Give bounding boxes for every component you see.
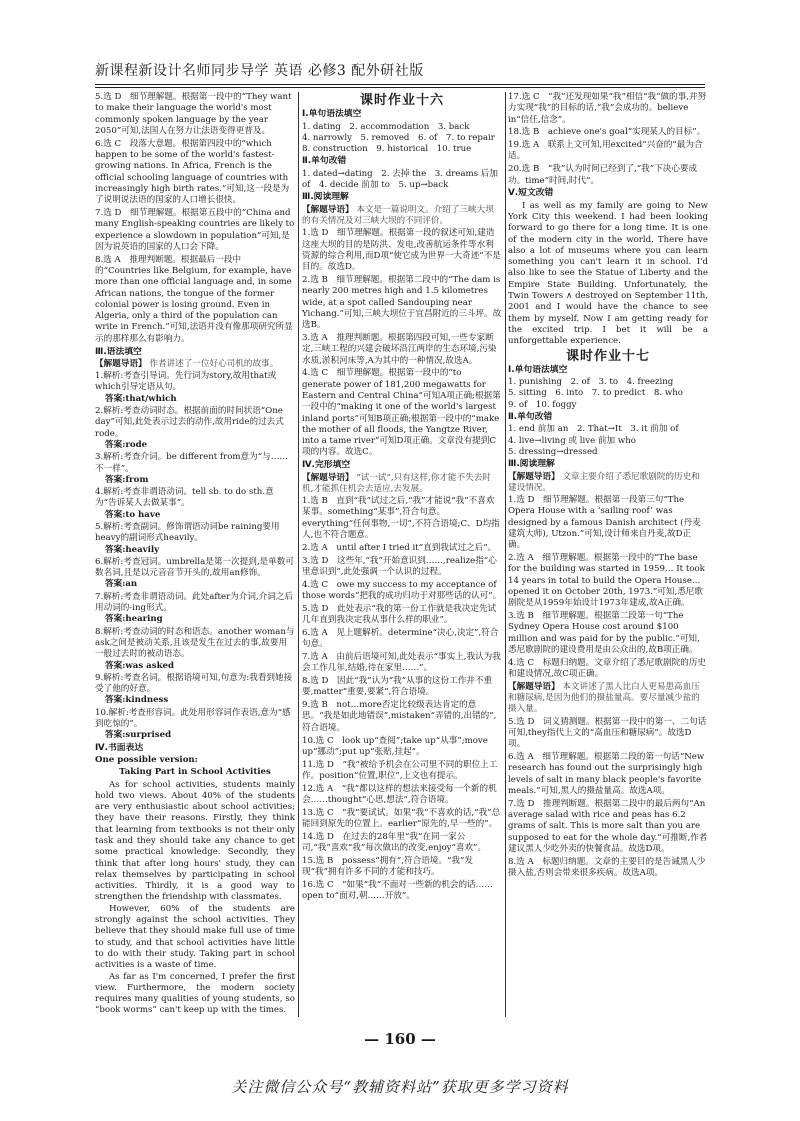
answer-line: 1. dating 2. accommodation 3. back — [302, 121, 470, 132]
answer-key: 答案:heavily — [105, 544, 160, 555]
grammar-answer — [95, 522, 295, 556]
answer-key: 答案:kindness — [105, 695, 169, 706]
grammar-answer — [95, 487, 295, 521]
grammar-answer — [95, 592, 295, 626]
fill-answers — [302, 122, 502, 156]
answer-item: 12.选 A “我”都以这样的想法来接受每一个新的机会……thought“心思,想法”,符合语境。 — [302, 783, 497, 806]
answer-item: 6.选 A 细节理解题。根据第二段的第一句话“New research has found out the surprisingly high levels of salt in many black people's favorite meals.”可知,黑人的摄盐量高。故选A项。 — [508, 752, 705, 797]
answer-line: 8. construction 9. historical 10. true — [302, 144, 472, 155]
reading-answers-list-2 — [508, 717, 708, 880]
answer-item: 17.选 C “我”还发现如果“我”相信“我”做的事,并努力实现“我”的目标的话,“我”会成功的。believe in“信任,信念”。 — [508, 92, 707, 125]
answer-number: 1. — [95, 371, 104, 382]
grammar-answer — [95, 557, 295, 591]
guide-text: 文章主要介绍了悉尼歌剧院的历史和建设情况。 — [508, 471, 700, 493]
answer-number: 8. — [95, 626, 104, 637]
footer-note: 关注微信公众号“教辅资料站”获取更多学习资料 — [231, 1078, 569, 1096]
answer-item: 4.选 C 标题归纳题。文章介绍了悉尼歌剧院的历史和建设情况,故C项正确。 — [508, 657, 706, 680]
correction-answers — [302, 169, 502, 192]
essay-title: Taking Part in School Activities — [119, 767, 271, 778]
header-rule — [95, 84, 705, 85]
guide-text: 本文是一篇说明文。介绍了三峡大坝的有关情况及对三峡大坝的不同评价。 — [302, 204, 494, 226]
answer-key: 答案:to have — [105, 509, 161, 520]
section-heading-correction: Ⅱ.单句改错 — [302, 156, 347, 167]
guide-note — [95, 359, 295, 370]
section-heading-cloze: Ⅳ.完形填空 — [302, 460, 351, 471]
answer-item: 1.选 D 细节理解题。根据第一段第三句“The Opera House with a ‘sailing roof’ was designed by a famous Danish architect (丹麦建筑大师), Utzon.”可知,设计师来自丹麦,故D正确。 — [508, 495, 701, 551]
answer-item: 5.选 D 细节理解题。根据第一段中的“They want to make their language the world's most commonly spoken language by the year 2050”可知,法国人在努力让法语变得更普及。 — [95, 92, 292, 136]
answer-number: 2. — [95, 406, 104, 417]
answer-explanation: 解析:考查冠词。umbrella是第一次提到,是单数可数名词,且是以元音音节开头的,故用an修饰。 — [95, 556, 294, 579]
answer-key: 答案:an — [105, 579, 138, 590]
answer-number: 7. — [95, 591, 104, 602]
answer-item: 9.选 B not…more否定比较级表达肯定的意思。“我是如此地错误”,mistaken“弄错的,出错的”,符合语境。 — [302, 700, 497, 733]
column-divider-2 — [505, 92, 506, 1017]
answer-item: 15.选 B possess“拥有”,符合语境。“我”发现“我”拥有许多不同的才能和技巧。 — [302, 856, 473, 878]
answer-item: 6.选 A 见上题解析。determine“决心,决定”,符合句意。 — [302, 627, 499, 650]
answer-explanation: 解析:考查动词的时态和语态。another woman与ask之间是被动关系,且该是发生在过去的事,故要用一般过去时的被动语态。 — [95, 626, 295, 660]
answer-number: 6. — [95, 556, 104, 567]
fill-answers — [508, 377, 708, 411]
guide-text: “试一试”,只有这样,你才能不失去时机,才能抓住机会去适应,去发展。 — [302, 472, 491, 494]
reading-answers-list — [95, 92, 295, 345]
answer-explanation: 解析:考查引导词。先行词为story,故用that或which引导定语从句。 — [95, 371, 277, 393]
essay-body — [95, 780, 295, 1017]
answer-explanation: 解析:考查名词。根据语境可知,句意为:我看到她接受了他的好意。 — [95, 672, 293, 695]
cloze-answers-cont — [508, 92, 708, 187]
section-heading-fill: Ⅰ.单句语法填空 — [508, 364, 568, 375]
grammar-answer — [95, 371, 295, 405]
answer-line: 1. dated→dating 2. 去掉 the 3. dreams 后加 of 4. decide 前加 to 5. up→back — [302, 168, 498, 191]
answer-key: 答案:rode — [105, 439, 148, 450]
answer-line: 9. of 10. foggy — [508, 399, 577, 410]
answer-item: 4.选 C 细节理解题。根据第一段中的“to generate power of 181,200 megawatts for Eastern and Central China”可知A项正确;根据第一段中的“making it one of the world's largest inland ports”可知B项正确;根据第一段中的“make the mother of all floods, the Yangtze River, into a tame river”可知D项正确。文章没有提到C项的内容。故选C。 — [302, 368, 501, 458]
answer-item: 5.选 D 词义猜测题。根据第一段中的第一、二句话可知,they指代上文的“高血压和糖尿病”。故选D项。 — [508, 716, 707, 750]
answer-number: 5. — [95, 521, 104, 532]
answer-item: 2.选 B 细节理解题。根据第二段中的“The dam is nearly 200 metres high and 1.5 kilometres wide, at a spot called Sandouping near Yichang.”可知,三峡大坝位于宜昌附近的三斗坪。故选B。 — [302, 274, 502, 331]
answer-explanation: 解析:考查形容词。此处用形容词作表语,意为“感到吃惊的”。 — [95, 707, 291, 730]
essay-paragraph: However, 60% of the students are strongly against the school activities. They believe that they should make full use of time to study, and that school activities have little to do with their study. Taking part in school activities is a waste of time. — [95, 903, 295, 971]
guide-note — [508, 472, 708, 495]
reading-answers-list — [508, 495, 708, 680]
answer-item: 2.选 A until after I tried it“直到我试过之后”。 — [302, 542, 497, 553]
answer-key: 答案:that/which — [105, 393, 177, 404]
running-header: 新课程新设计名师同步导学 英语 必修3 配外研社版 — [95, 63, 424, 79]
answer-line: 4. narrowly 5. removed 6. of 7. to repair — [302, 132, 495, 143]
reading-answers-list — [302, 228, 502, 458]
section-heading-writing: Ⅳ.书面表达 — [95, 742, 144, 753]
answer-item: 3.选 A 推理判断题。根据第四段可知,一些专家断定,三峡工程的兴建会破坏沿江两岸的生态环境,污染水质,淤积河床等,A为其中的一种情况,故选A。 — [302, 332, 497, 366]
answer-line: 1. punishing 2. of 3. to 4. freezing — [508, 377, 674, 388]
answer-item: 3.选 D 这些年,“我”开始意识到……,realize指“心里意识到”,此处强调一个认识的过程。 — [302, 555, 497, 577]
section-heading-fill: Ⅰ.单句语法填空 — [302, 109, 362, 120]
answer-item: 10.选 C look up“查阅”;take up“从事”;move up“挪动”;put up“张贴,挂起”。 — [302, 735, 488, 757]
guide-label: 【解题导语】 — [508, 681, 560, 692]
answer-item: 20.选 B “我”认为时间已经到了,“我”下决心要成功。time“时间,时代”。 — [508, 164, 698, 186]
section-heading-reading: Ⅲ.阅读理解 — [508, 459, 555, 470]
answer-item: 14.选 D 在过去的28年里“我”在同一家公司,“我”喜欢“我”每次做出的改变,enjoy“喜欢”。 — [302, 831, 487, 854]
answer-number: 3. — [95, 452, 104, 463]
answer-item: 7.选 D 细节理解题。根据第五段中的“China and many English-speaking countries are likely to experience a slowdown in population”可知,是因为说英语的国家的人口会下降。 — [95, 207, 295, 252]
correction-answers — [508, 424, 708, 458]
answer-line: 4. live→living 或 live 前加 who — [508, 435, 636, 446]
guide-note — [302, 205, 502, 228]
answer-item: 6.选 C 段落大意题。根据第四段中的“which happen to be some of the world's fastest-growing nations. In Africa, French is the official schooling language of countries with increasingly high birth rates.”可知,这一段是为了说明说法语的国家的人口增长很快。 — [95, 138, 290, 206]
guide-label: 【解题导语】 — [508, 471, 560, 482]
answer-key: 答案:surprised — [105, 730, 172, 741]
answer-line: 1. end 前加 an 2. That→It 3. it 前加 of — [508, 424, 679, 435]
answer-item: 11.选 D “我”被给予机会在公司里不同的职位上工作。position“位置,职位”,上文也有提示。 — [302, 759, 498, 781]
answer-item: 3.选 B 细节理解题。根据第二段第一句“The Sydney Opera House cost around $100 million and was paid for by the public.”可知,悉尼歌剧院的建设费用是由公众出的,故B项正确。 — [508, 611, 700, 655]
page-number: — 160 — — [364, 1030, 436, 1048]
header-rule-thin — [95, 87, 705, 88]
column-left — [95, 92, 295, 1022]
correction-paragraph: I as well as my family are going to New York City this weekend. I had been looking forward to go there for a long time. It is one of the modern city in the world. There have also a lot of museums where you can learn something you can't learn it in school. I'd also like to see the Statue of Liberty and the Empire State Building. Unfortunately, the Twin Towers ∧ destroyed on September 11th, 2001 and I would have the chance to see them by myself. Now I am getting ready for the excited trip. I bet it will be a unforgettable experience. — [508, 200, 708, 347]
grammar-answer — [95, 708, 295, 742]
guide-text: 作者讲述了一位好心司机的故事。 — [149, 358, 279, 369]
answer-item: 7.选 A 由前后语境可知,此处表示“事实上,我认为我会工作几年,结婚,待在家里……”。 — [302, 651, 501, 674]
answer-explanation: 解析:考查副词。修饰谓语动词be raining要用heavy的副词形式heavily。 — [95, 521, 280, 544]
guide-text: 本文讲述了黑人比白人更易患高血压和糖尿病,是因为他们的摄盐量高。要尽量减少盐的摄入量。 — [508, 681, 700, 715]
guide-label: 【解题导语】 — [302, 204, 354, 215]
answer-item: 16.选 C “如果”我“不面对一些新的机会的话……open to“面对,朝……开放”。 — [302, 880, 493, 902]
answer-item: 5.选 D 此处表示“我的第一份工作就是我决定先试几年直到我决定我从事什么样的职业”。 — [302, 603, 497, 626]
answer-explanation: 解析:考查动词时态。根据前面的时间状语“One day”可知,此处表示过去的动作,故用ride的过去式rode。 — [95, 406, 284, 439]
answer-line: 5. sitting 6. into 7. to predict 8. who — [508, 388, 683, 399]
answer-item: 7.选 D 推理判断题。根据第二段中的最后两句“An average salad with rice and peas has 6.2 grams of salt. This is more salt than you are supposed to eat for the whole day.”可推断,作者建议黑人少吃外卖的快餐食品。故选D项。 — [508, 798, 708, 854]
answer-explanation: 解析:考查介词。be different from意为“与……不一样”。 — [95, 452, 288, 474]
column-divider-1 — [298, 92, 299, 1017]
answer-explanation: 解析:考查非谓语动词。此处after为介词,介词之后用动词的-ing形式。 — [95, 591, 294, 614]
cloze-answers-list — [302, 496, 502, 903]
guide-label: 【解题导语】 — [302, 472, 354, 483]
section-heading-grammar: Ⅲ.语法填空 — [95, 346, 142, 357]
column-middle — [302, 92, 502, 1022]
answer-key: 答案:hearing — [105, 614, 163, 625]
column-right — [508, 92, 708, 1022]
answer-key: 答案:from — [105, 474, 149, 485]
answer-item: 8.选 D 因此“我”认为“我”从事的这份工作并不重要,matter“重要,要紧”,符合语境。 — [302, 676, 493, 698]
essay-paragraph: As far as I'm concerned, I prefer the first view. Furthermore, the modern society requires many qualities of young students, so “book worms” can't keep up with the times. — [95, 971, 295, 1016]
guide-note-2 — [508, 682, 708, 716]
grammar-answer — [95, 673, 295, 707]
answer-item: 1.选 D 细节理解题。根据第一段的叙述可知,建造这座大坝的目的是防洪、发电,改善航运条件等水利资源的综合利用,而D项“使它成为世界一大奇迹”不是目的。故选D。 — [302, 228, 501, 273]
answer-number: 9. — [95, 672, 104, 683]
answer-number: 4. — [95, 487, 104, 498]
section-heading-essay-correction: Ⅴ.短文改错 — [508, 188, 554, 199]
answer-item: 8.选 A 推理判断题。根据最后一段中的“Countries like Belgium, for example, have more than one official language and, in some African nations, the tongue of the former colonial power is losing ground. Even in Algeria, only a third of the population can write in French.”可知,法语并没有像那项研究所显示的那样那么有影响力。 — [95, 254, 293, 344]
lesson-title-16: 课时作业十六 — [359, 93, 444, 108]
lesson-title-17: 课时作业十七 — [565, 348, 650, 364]
section-heading-reading: Ⅲ.阅读理解 — [302, 192, 349, 203]
version-label: One possible version: — [95, 754, 198, 765]
grammar-answer — [95, 627, 295, 672]
guide-note-cloze — [302, 473, 502, 496]
grammar-answers-list — [95, 371, 295, 742]
answer-item: 13.选 C “我”要试试。如果“我”不喜欢的话,“我”总能回到原先的位置上。earlier“原先的,早一些的”。 — [302, 807, 501, 830]
answer-item: 19.选 A 联系上文可知,用excited“兴奋的”最为合适。 — [508, 140, 703, 162]
grammar-answer — [95, 406, 295, 451]
answer-line: 5. dressing→dressed — [508, 446, 598, 457]
answer-item: 18.选 B achieve one's goal“实现某人的目标”。 — [508, 127, 706, 138]
essay-paragraph: As for school activities, students mainly hold two views. About 40% of the students are very enthusiastic about school activities; they have their reasons. Firstly, they think that learning from textbooks is not their only task and they should take any chance to get some practical knowledge. Secondly, they think that after long hours' study, they can relax themselves by participating in school activities. Thirdly, it is a good way to strengthen the friendship with classmates. — [95, 779, 295, 903]
answer-item: 8.选 A 标题归纳题。文章的主要目的是告诫黑人少摄入盐,否则会带来很多疾病。故选A项。 — [508, 856, 706, 879]
answer-item: 4.选 C owe my success to my acceptance of those words“把我的成功归功于对那些话的认可”。 — [302, 579, 502, 601]
essay-correction-text — [508, 201, 708, 348]
guide-label: 【解题导语】 — [95, 358, 147, 369]
answer-item: 1.选 B 直到“我”试过之后,“我”才能说“我”不喜欢某事。something“某事”,符合句意。everything“任何事物,一切”,不符合语境;C、D均指人,也不符合题意。 — [302, 496, 500, 540]
answer-key: 答案:was asked — [105, 660, 174, 671]
section-heading-correction: Ⅱ.单句改错 — [508, 412, 553, 423]
answer-explanation: 解析:考查非谓语动词。tell sb. to do sth.意为“告诉某人去做某事”。 — [95, 487, 274, 509]
answer-number: 10. — [95, 707, 109, 718]
grammar-answer — [95, 452, 295, 486]
answer-item: 2.选 A 细节理解题。根据第一段中的“The base for the building was started in 1959… It took 14 years in total to build the Opera House… opened it on October 20th, 1973.”可知,悉尼歌剧院是从1959年始设计1973年建成,故A正确。 — [508, 553, 705, 609]
